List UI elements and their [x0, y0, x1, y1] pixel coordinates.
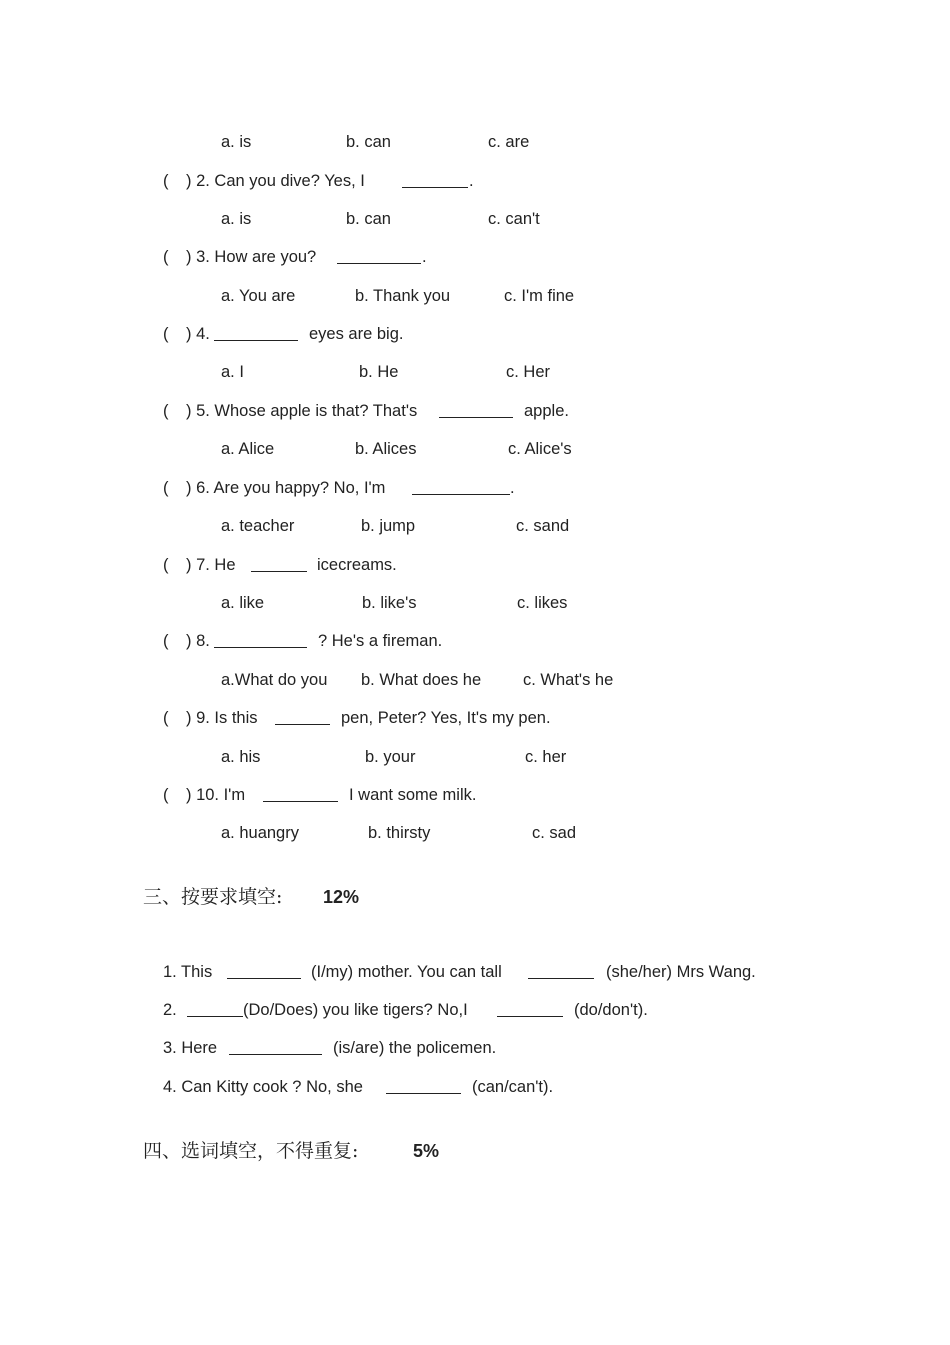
fill-text: (Do/Does) you like tigers? No,I	[243, 1001, 468, 1019]
fill-text: (do/don't).	[574, 1001, 648, 1019]
option-c: c. What's he	[523, 671, 614, 689]
answer-paren-open: (	[163, 786, 169, 804]
question-after: apple.	[524, 402, 569, 420]
options-row-7	[0, 591, 950, 615]
fill-line-4	[0, 1075, 950, 1099]
question-10	[0, 783, 950, 807]
option-b: b. What does he	[361, 671, 482, 689]
question-after: icecreams.	[317, 556, 397, 574]
question-after: ? He's a fireman.	[318, 632, 443, 650]
option-b: b. can	[346, 210, 391, 228]
option-c: c. are	[488, 133, 530, 151]
fill-text: 1. This	[163, 963, 213, 981]
options-row-9	[0, 745, 950, 769]
question-7	[0, 553, 950, 577]
option-a: a. huangry	[221, 824, 299, 842]
fill-text: (I/my) mother. You can tall	[311, 963, 502, 981]
option-b: b. your	[365, 748, 416, 766]
question-text: ) 8.	[186, 632, 210, 650]
option-b: b. thirsty	[368, 824, 431, 842]
answer-blank[interactable]	[187, 1016, 243, 1017]
question-8	[0, 629, 950, 653]
option-c: c. sad	[532, 824, 577, 842]
option-b: b. Thank you	[355, 287, 451, 305]
answer-blank[interactable]	[263, 801, 338, 802]
question-after: pen, Peter? Yes, It's my pen.	[341, 709, 551, 727]
options-row-3	[0, 284, 950, 308]
question-text: ) 7. He	[186, 556, 236, 574]
question-text: ) 6. Are you happy? No, I'm	[186, 479, 386, 497]
fill-text: 3. Here	[163, 1039, 218, 1057]
answer-blank[interactable]	[412, 494, 510, 495]
answer-blank[interactable]	[337, 263, 421, 264]
options-row-1	[0, 130, 950, 154]
options-row-6	[0, 514, 950, 538]
option-a: a. teacher	[221, 517, 295, 535]
answer-paren-open: (	[163, 172, 169, 190]
answer-blank[interactable]	[402, 187, 468, 188]
fill-text: 4. Can Kitty cook ? No, she	[163, 1078, 363, 1096]
answer-blank[interactable]	[497, 1016, 563, 1017]
fill-line-3	[0, 1036, 950, 1060]
answer-paren-open: (	[163, 709, 169, 727]
question-text: ) 9. Is this	[186, 709, 258, 727]
options-row-5	[0, 437, 950, 461]
section-3-percent: 12%	[323, 887, 360, 907]
option-a: a. You are	[221, 287, 296, 305]
answer-paren-open: (	[163, 402, 169, 420]
option-a: a. like	[221, 594, 265, 612]
option-b: b. Alices	[355, 440, 417, 458]
fill-text: 2.	[163, 1001, 177, 1019]
question-end: .	[510, 479, 515, 497]
question-text: ) 3. How are you?	[186, 248, 317, 266]
answer-blank[interactable]	[528, 978, 594, 979]
option-c: c. her	[525, 748, 567, 766]
fill-line-1	[0, 960, 950, 984]
fill-text: (can/can't).	[472, 1078, 554, 1096]
option-a: a. Alice	[221, 440, 275, 458]
section-4-title: 四、选词填空，不得重复:	[143, 1140, 359, 1162]
option-c: c. can't	[488, 210, 540, 228]
fill-text: (is/are) the policemen.	[333, 1039, 497, 1057]
section-4-percent: 5%	[413, 1141, 440, 1161]
answer-blank[interactable]	[439, 417, 513, 418]
option-c: c. sand	[516, 517, 570, 535]
question-5	[0, 399, 950, 423]
option-b: b. like's	[362, 594, 417, 612]
question-2	[0, 169, 950, 193]
fill-line-2	[0, 998, 950, 1022]
answer-paren-open: (	[163, 325, 169, 343]
answer-paren-open: (	[163, 479, 169, 497]
answer-blank[interactable]	[386, 1093, 461, 1094]
option-a: a.What do you	[221, 671, 328, 689]
options-row-8	[0, 668, 950, 692]
question-9	[0, 706, 950, 730]
option-c: c. Alice's	[508, 440, 572, 458]
option-c: c. likes	[517, 594, 568, 612]
answer-paren-open: (	[163, 632, 169, 650]
question-after: eyes are big.	[309, 325, 404, 343]
question-text: ) 5. Whose apple is that? That's	[186, 402, 418, 420]
question-text: ) 2. Can you dive? Yes, I	[186, 172, 365, 190]
answer-blank[interactable]	[227, 978, 301, 979]
answer-paren-open: (	[163, 248, 169, 266]
option-b: b. can	[346, 133, 391, 151]
option-c: c. I'm fine	[504, 287, 575, 305]
option-a: a. is	[221, 133, 252, 151]
question-end: .	[469, 172, 474, 190]
answer-blank[interactable]	[229, 1054, 322, 1055]
option-b: b. jump	[361, 517, 416, 535]
option-b: b. He	[359, 363, 399, 381]
question-end: .	[422, 248, 427, 266]
question-6	[0, 476, 950, 500]
question-text: ) 10. I'm	[186, 786, 246, 804]
answer-paren-open: (	[163, 556, 169, 574]
answer-blank[interactable]	[214, 647, 307, 648]
options-row-10	[0, 821, 950, 845]
option-a: a. is	[221, 210, 252, 228]
question-3	[0, 245, 950, 269]
question-4	[0, 322, 950, 346]
option-a: a. his	[221, 748, 261, 766]
section-3-title: 三、按要求填空:	[143, 886, 283, 908]
answer-blank[interactable]	[214, 340, 298, 341]
fill-text: (she/her) Mrs Wang.	[606, 963, 756, 981]
options-row-2	[0, 207, 950, 231]
options-row-4	[0, 360, 950, 384]
answer-blank[interactable]	[251, 571, 307, 572]
question-text: ) 4.	[186, 325, 210, 343]
question-after: I want some milk.	[349, 786, 477, 804]
option-c: c. Her	[506, 363, 551, 381]
option-a: a. I	[221, 363, 244, 381]
answer-blank[interactable]	[275, 724, 330, 725]
